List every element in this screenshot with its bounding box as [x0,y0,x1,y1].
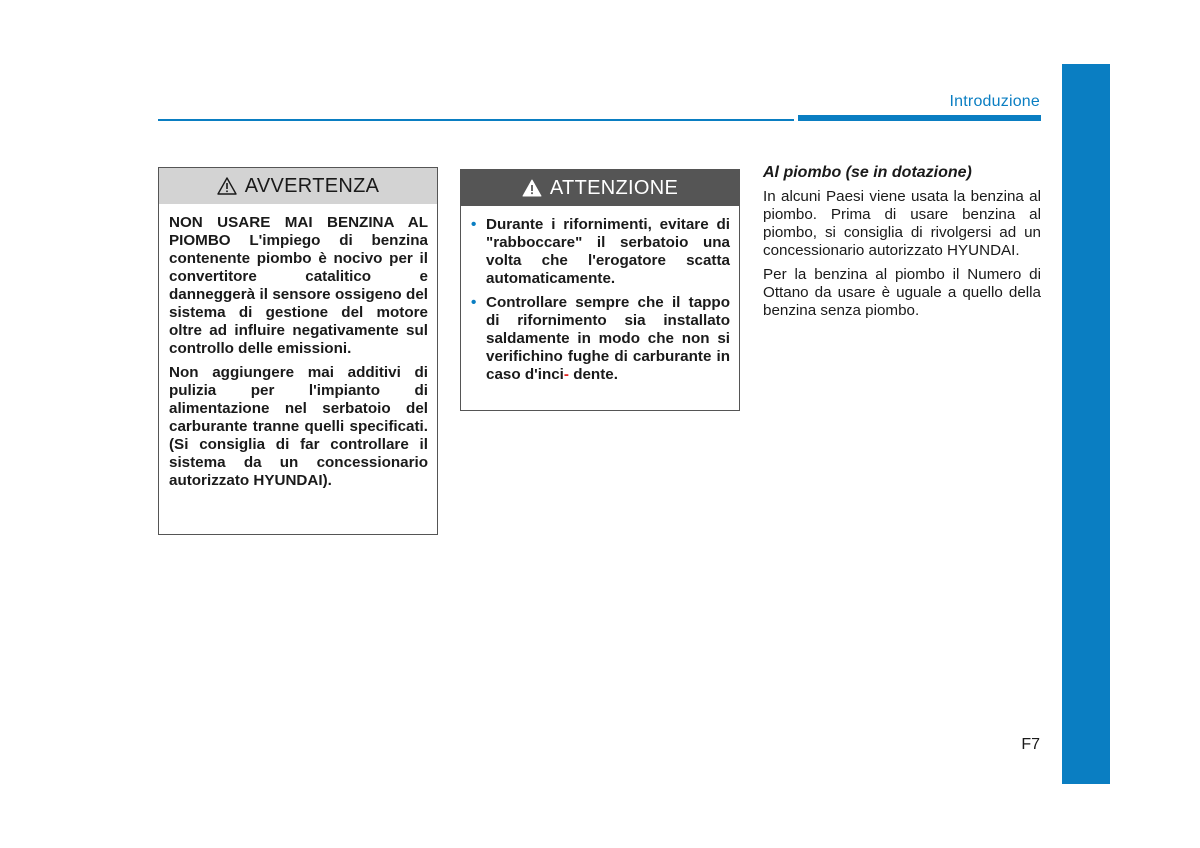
right-column [763,164,1041,326]
body-paragraph: In alcuni Paesi viene usata la benzina al piombo. Prima di usare benzina al piombo, si consiglia di rivolgersi ad un concessionario autorizzato HYUNDAI. [763,188,1041,259]
caution-bullet-text-end: dente. [573,366,618,383]
caution-bullet-item [471,294,730,384]
header-rule-thick [798,115,1041,121]
caution-box [460,169,740,411]
caution-bullet-text: Durante i rifornimenti, evitare di "rabboccare" il serbatoio una volta che l'erogatore scatta automaticamente. [486,216,730,287]
warning-title: AVVERTENZA [244,174,380,197]
warning-box [158,167,438,535]
warning-triangle-outline-icon [217,177,237,195]
caution-body [461,206,739,384]
chapter-side-tab [1062,64,1110,784]
caution-bullet-item [471,216,730,288]
warning-paragraph: Non aggiungere mai additivi di pulizia per l'impianto di alimentazione nel serbatoio del carburante tranne quelli specificati. (Si consiglia di far controllare il sistema da un concessionario autorizzato HYUNDAI). [169,364,428,489]
warning-body [159,204,437,490]
hyphenation-mark: - [563,366,569,383]
caution-header [461,170,739,206]
bullet-dot-icon: • [471,216,477,233]
section-title: Introduzione [949,93,1040,110]
warning-paragraph: NON USARE MAI BENZINA AL PIOMBO L'impiego di benzina contenente piombo è nocivo per il convertitore catalitico e danneggerà il sensore ossigeno del sistema di gestione del motore oltre ad influire negativamente sul controllo delle emissioni. [169,214,428,357]
caution-bullet-list [471,216,730,384]
warning-triangle-filled-icon [522,179,542,197]
warning-header [159,168,437,204]
bullet-dot-icon: • [471,294,477,311]
subsection-heading: Al piombo (se in dotazione) [763,164,972,181]
caution-bullet-text: Controllare sempre che il tappo di rifornimento sia installato saldamente in modo che non si verifichino fughe di carburante in caso d'inci [486,294,730,383]
caution-title: ATTENZIONE [549,176,679,199]
header-rule-thin [158,119,794,121]
page-number: F7 [1021,736,1040,753]
body-paragraph: Per la benzina al piombo il Numero di Ottano da usare è uguale a quello della benzina senza piombo. [763,266,1041,319]
